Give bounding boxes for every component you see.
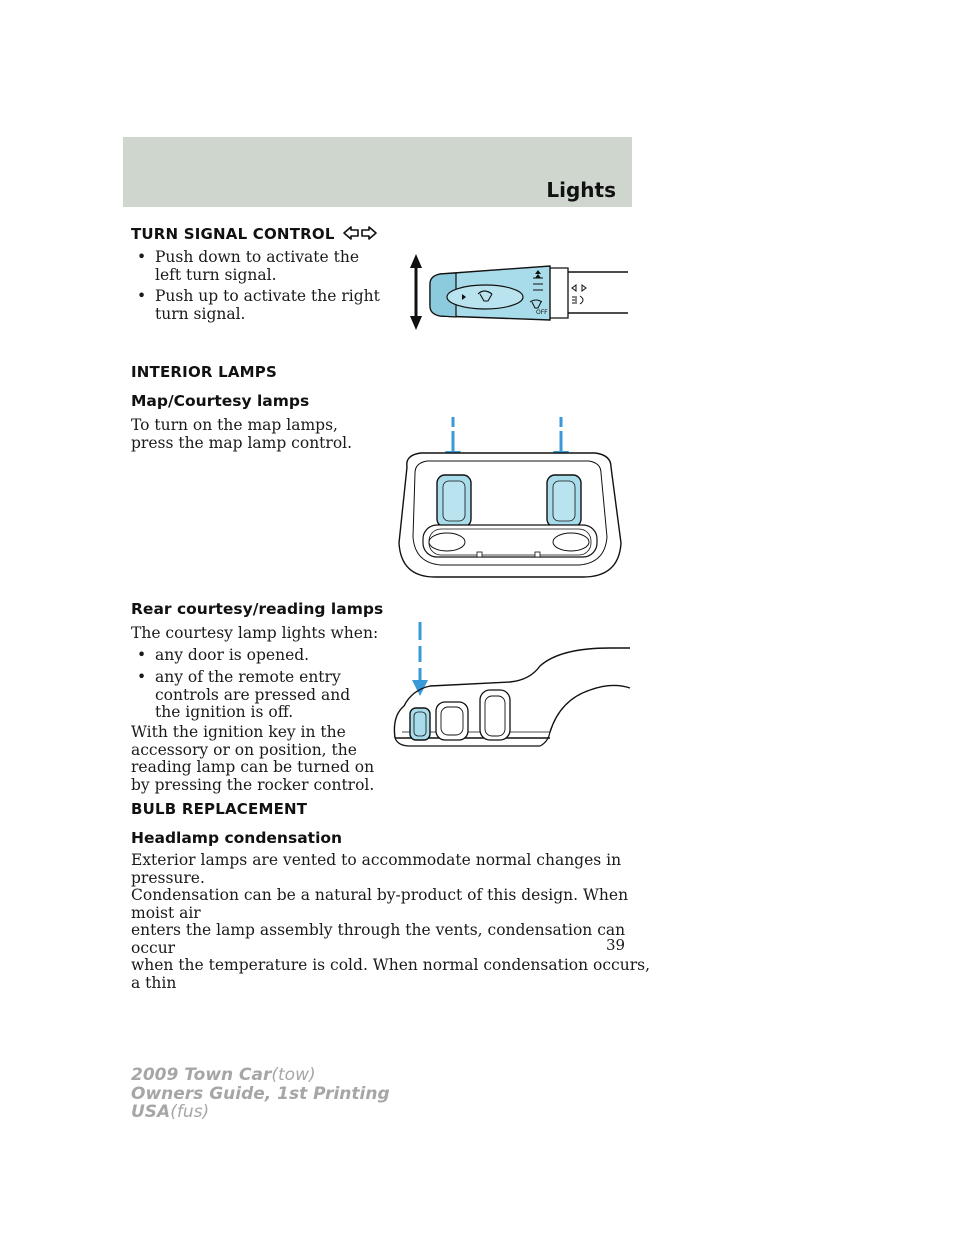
bullet-text: any door is opened. <box>155 646 310 664</box>
footer-line-region <box>131 1103 390 1122</box>
section-header-band <box>123 137 632 207</box>
section-title: Lights <box>546 178 616 202</box>
text-line: Exterior lamps are vented to accommodate normal changes in pressure. <box>131 851 622 887</box>
rear-courtesy-bullet-2 <box>131 669 379 722</box>
bullet-dot: • <box>137 287 147 305</box>
condensation-subheading: Headlamp condensation <box>131 829 343 847</box>
bullet-dot: • <box>137 668 147 686</box>
bullet-text: any of the remote entry controls are pressed and the ignition is off. <box>155 668 351 721</box>
turn-signal-heading <box>131 225 378 243</box>
map-courtesy-text: To turn on the map lamps, press the map lamp control. <box>131 416 353 452</box>
rear-courtesy-text: With the ignition key in the accessory or on position, the reading lamp can be turned on by pressing the rocker control. <box>131 723 375 794</box>
off-label: OFF <box>536 309 548 316</box>
rear-courtesy-intro: The courtesy lamp lights when: <box>131 624 379 642</box>
bullet-dot: • <box>137 646 147 664</box>
footer-model-code: (tow) <box>271 1065 316 1085</box>
rear-courtesy-subheading: Rear courtesy/reading lamps <box>131 600 384 618</box>
up-down-arrow-icon <box>410 254 422 330</box>
print-footer <box>131 1066 390 1122</box>
rear-courtesy-bullet-1 <box>131 647 385 665</box>
turn-signal-arrows-icon <box>342 225 378 241</box>
footer-line-model <box>131 1066 390 1085</box>
footer-model: 2009 Town Car <box>131 1065 272 1085</box>
text-line: enters the lamp assembly through the vents, condensation can occur <box>131 921 626 957</box>
text-line: Condensation can be a natural by-product of this design. When moist air <box>131 886 629 922</box>
interior-lamps-heading: INTERIOR LAMPS <box>131 363 277 381</box>
bullet-dot: • <box>137 248 147 266</box>
text-line: when the temperature is cold. When normal condensation occurs, a thin <box>131 956 651 992</box>
bullet-text: Push down to activate the left turn signal. <box>155 248 360 284</box>
condensation-text <box>131 852 651 992</box>
bullet-text: Push up to activate the right turn signal. <box>155 287 380 323</box>
turn-signal-bullet-2 <box>131 288 385 323</box>
page-number: 39 <box>606 936 626 954</box>
rear-lamp-figure <box>390 620 635 755</box>
map-lamp-figure <box>395 415 625 580</box>
reading-lamp-rocker <box>410 708 430 740</box>
turn-signal-bullet-1 <box>131 249 385 284</box>
footer-region-code: (fus) <box>170 1102 210 1122</box>
bulb-replacement-heading: BULB REPLACEMENT <box>131 800 308 818</box>
turn-signal-stalk-figure <box>400 250 640 335</box>
turn-signal-heading-text: TURN SIGNAL CONTROL <box>131 225 335 243</box>
pointer-arrow-icon <box>412 622 428 696</box>
footer-region: USA <box>131 1102 171 1122</box>
footer-guide: Owners Guide, 1st Printing <box>131 1083 390 1104</box>
map-courtesy-subheading: Map/Courtesy lamps <box>131 392 310 410</box>
